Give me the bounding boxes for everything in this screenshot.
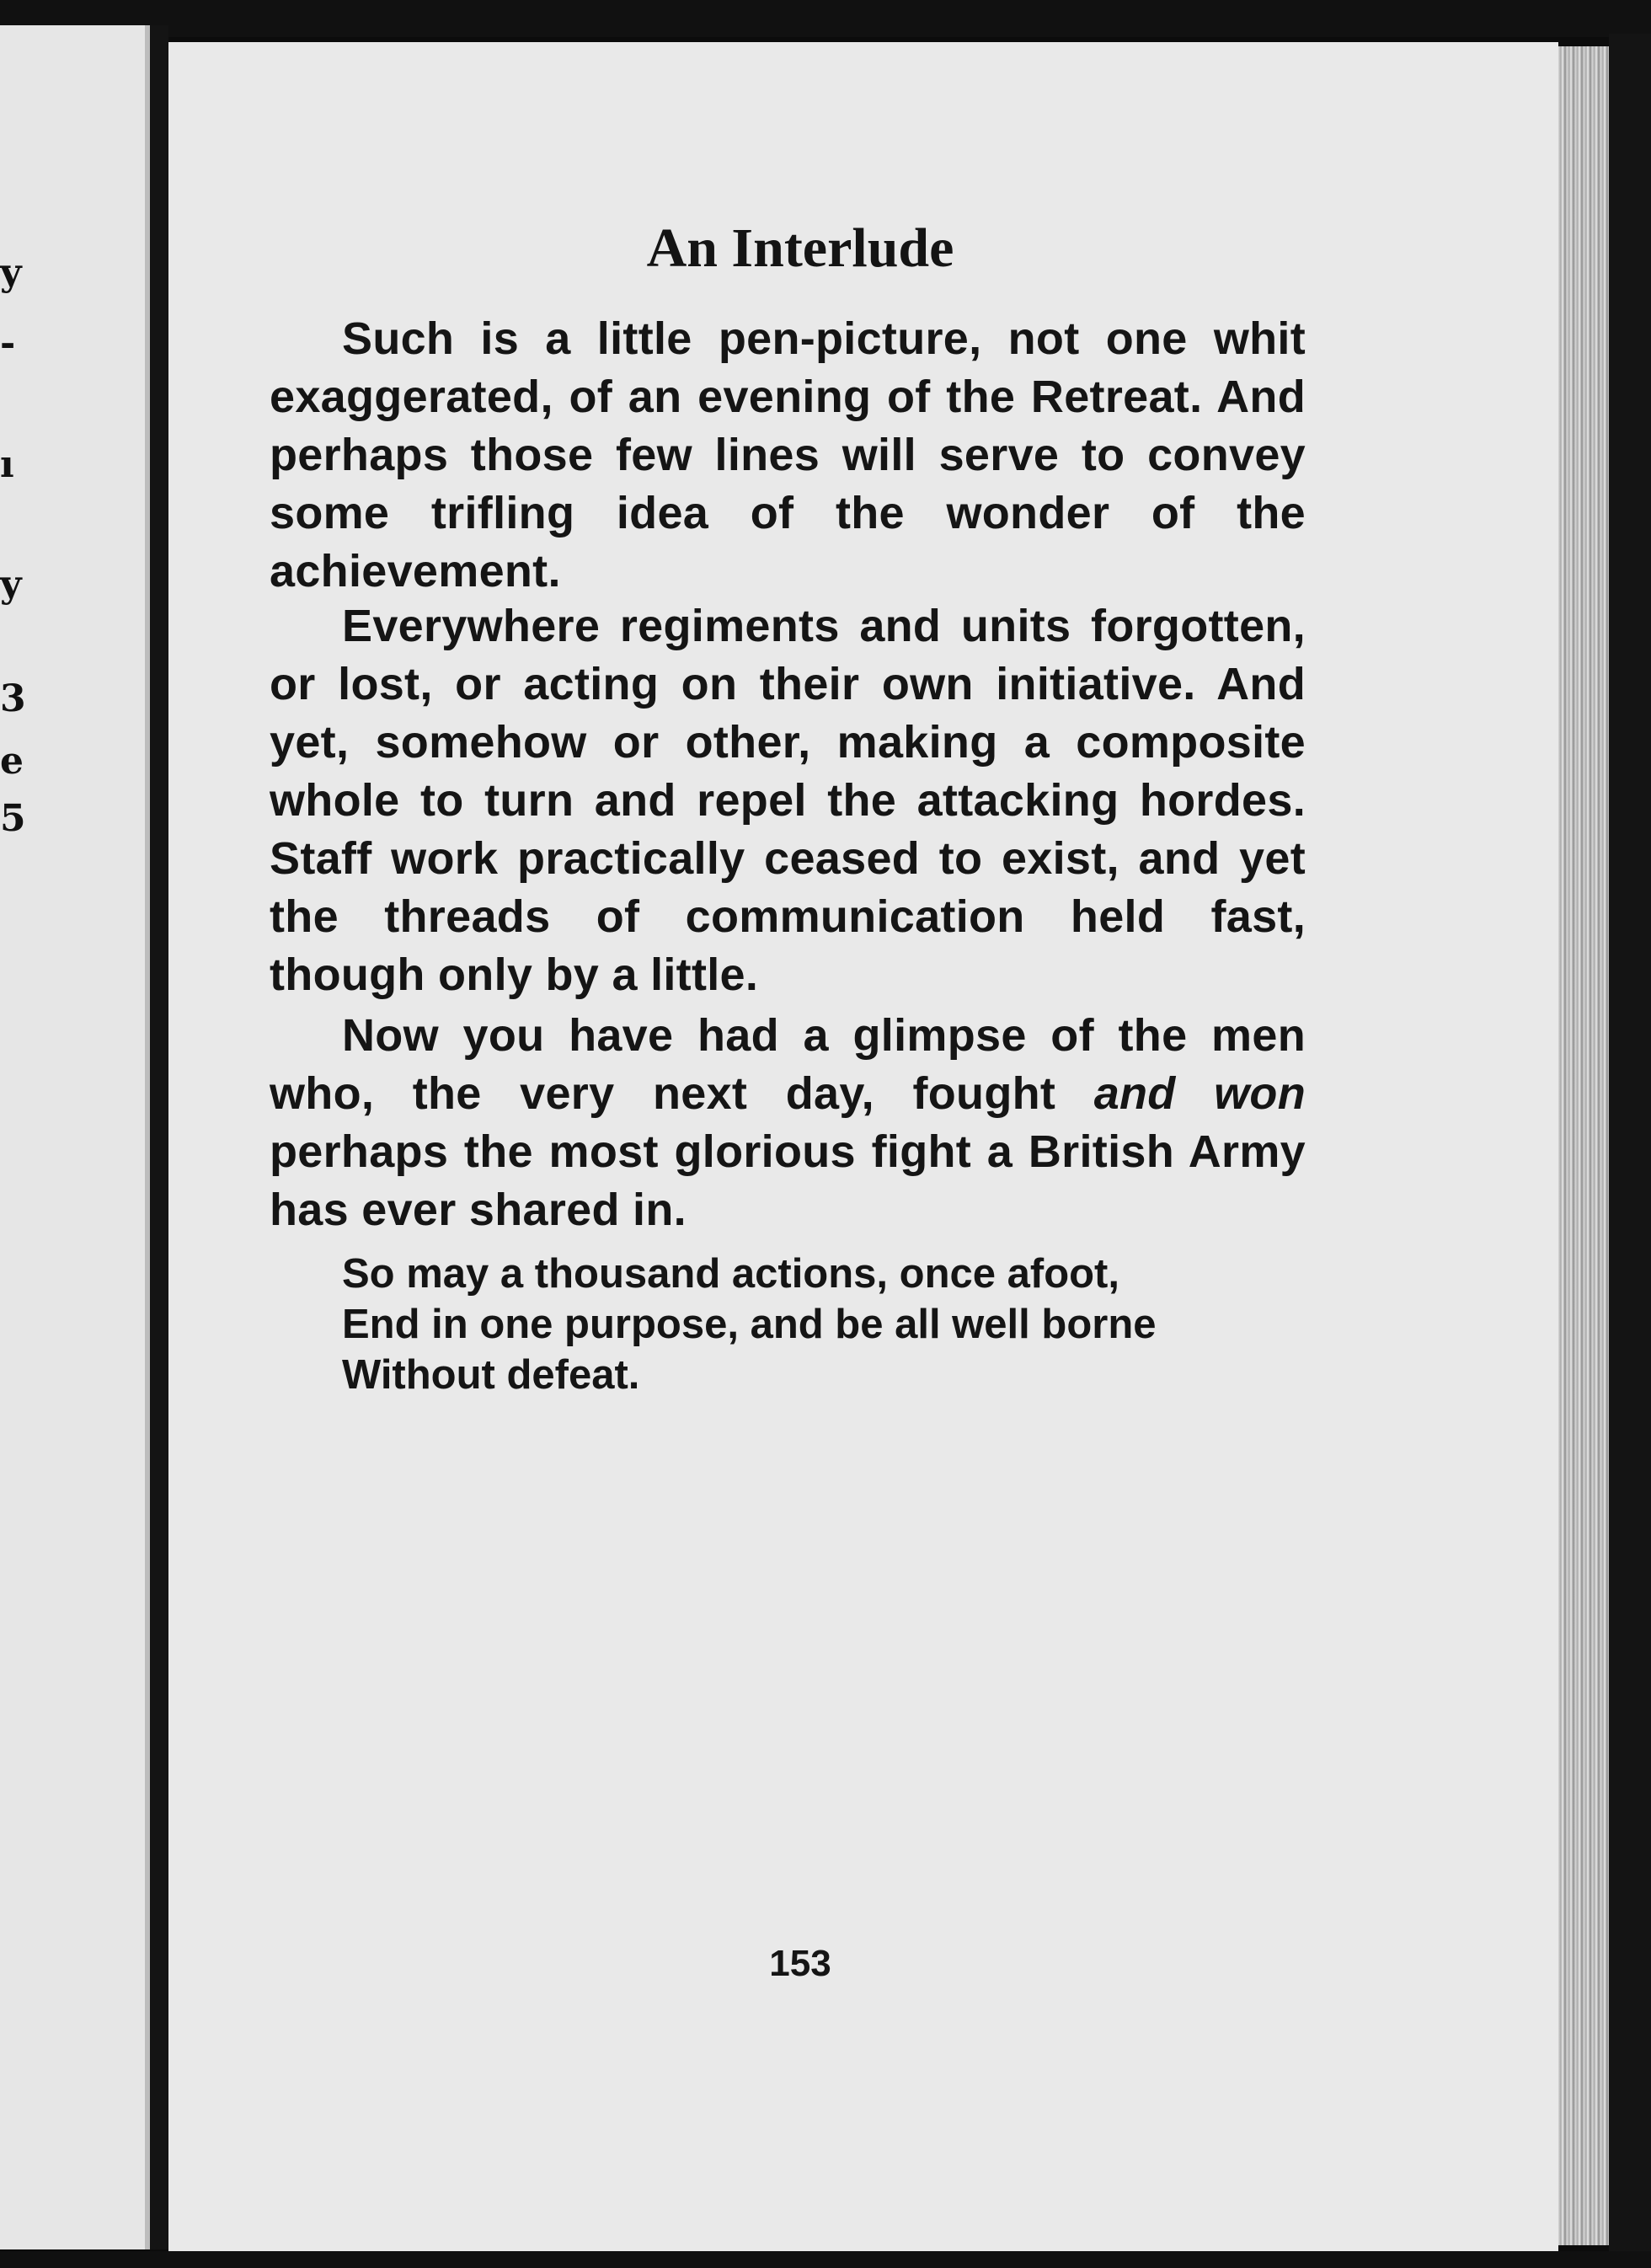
page-number: 153 (769, 1943, 831, 1984)
chapter-title: An Interlude (646, 217, 954, 279)
body-paragraph-3 (270, 1007, 1306, 1239)
body-paragraph-1 (270, 310, 1306, 601)
paragraph-text: Now you have had a glimpse of the men who, the very next day, fought (270, 1010, 1306, 1119)
scan-right-border (1609, 34, 1651, 2268)
paragraph-text: perhaps the most glorious fight a British Army has ever shared in. (270, 1126, 1306, 1235)
previous-page-fragment: ı (0, 443, 14, 486)
paragraph-text: Such is a little pen-picture, not one whit exaggerated, of an evening of the Retreat. And perhaps those few lines will serve to convey some trifling idea of the wonder of the achievement. (270, 313, 1306, 596)
previous-page-edge (0, 25, 150, 2249)
book-page (168, 42, 1558, 2258)
emphasized-text: and won (1093, 1068, 1306, 1119)
paragraph-text: Everywhere regiments and units forgotten, or lost, or acting on their own initiative. And yet, somehow or other, making a composite whole to turn and repel the attacking hordes. Staff work practically ceased to exist, and yet the threads of communication held fast, though only by a little. (270, 601, 1306, 1000)
body-paragraph-2 (270, 597, 1306, 1004)
previous-page-fragment: 3 (0, 677, 26, 720)
scan-bottom-border (0, 2251, 1651, 2268)
previous-page-fragment: y (0, 563, 22, 606)
previous-page-fragment: y (0, 251, 22, 294)
verse-line: End in one purpose, and be all well borne (342, 1302, 1157, 1347)
previous-page-fragment: - (0, 322, 16, 365)
page-stack-edges (1558, 46, 1609, 2245)
previous-page-fragment: 5 (0, 797, 26, 840)
scan-top-border (0, 0, 1651, 37)
verse-line: So may a thousand actions, once afoot, (342, 1251, 1119, 1297)
previous-page-fragment: e (0, 740, 24, 783)
verse-quotation (342, 1249, 1269, 1400)
verse-line: Without defeat. (342, 1352, 640, 1398)
book-gutter (150, 25, 168, 2249)
